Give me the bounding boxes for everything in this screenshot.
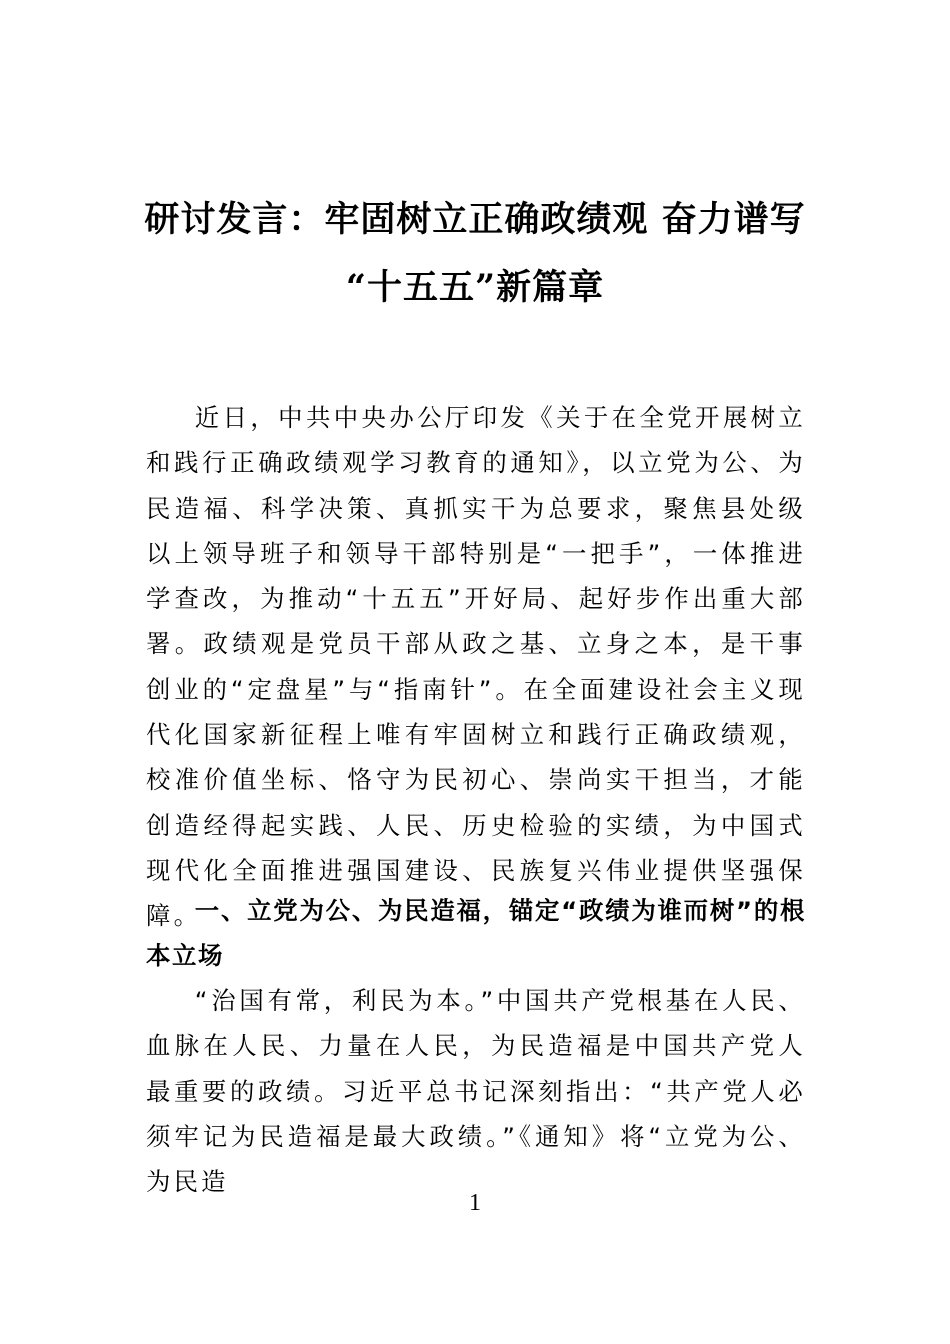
page-number: 1	[469, 1190, 481, 1216]
section-heading-1: 一、立党为公、为民造福，锚定“政绩为谁而树”的根本立场	[146, 896, 806, 971]
intro-paragraph: 近日，中共中央办公厅印发《关于在全党开展树立和践行正确政绩观学习教育的通知》，以立党为公、为民造福、科学决策、真抓实干为总要求，聚焦县处级以上领导班子和领导干部特别是“一把手”，一体推进学查改，为推动“十五五”开好局、起好步作出重大部署。政绩观是党员干部从政之基、立身之本，是干事创业的“定盘星”与“指南针”。在全面建设社会主义现代化国家新征程上唯有牢固树立和践行正确政绩观，校准价值坐标、恪守为民初心、崇尚实干担当，才能创造经得起实践、人民、历史检验的实绩，为中国式现代化全面推进强国建设、民族复兴伟业提供坚强保障。	[146, 403, 806, 931]
document-title-line-1: 研讨发言：牢固树立正确政绩观 奋力谱写	[144, 199, 806, 240]
document-title-line-2: “十五五”新篇章	[345, 267, 605, 308]
section-1-paragraph: “治国有常，利民为本。”中国共产党根基在人民、血脉在人民、力量在人民，为民造福是中国共产党人最重要的政绩。习近平总书记深刻指出：“共产党人必须牢记为民造福是最大政绩。”《通知》将“立党为公、为民造	[146, 986, 806, 1197]
